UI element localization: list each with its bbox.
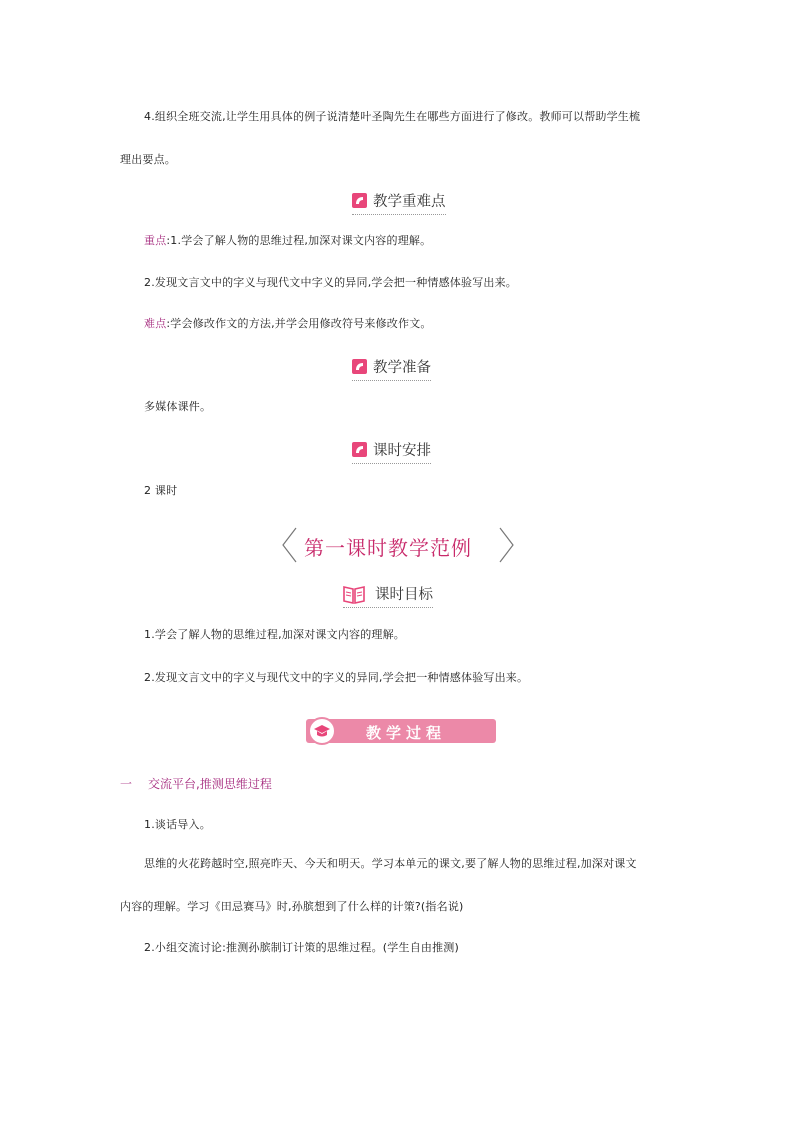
- teaching-process-banner: [298, 716, 496, 746]
- section-preparation-label: 教学准备: [373, 360, 431, 376]
- section-bookmark-icon: [352, 193, 367, 208]
- section-schedule: [352, 439, 431, 460]
- section-bookmark-icon: [352, 359, 367, 374]
- dotted-divider: [343, 607, 433, 608]
- difficult-point: [144, 317, 432, 331]
- section-bookmark-icon: [352, 442, 367, 457]
- key-point-2: 2.发现文言文中的字义与现代文中字义的异同,学会把一种情感体验写出来。: [144, 276, 517, 289]
- intro-paragraph: 思维的火花跨越时空,照亮昨天、今天和明天。学习本单元的课文,要了解人物的思维过程,加深对课文: [144, 857, 637, 870]
- heading-text: 交流平台,推测思维过程: [148, 777, 272, 791]
- section-difficulty: [352, 190, 446, 211]
- dotted-divider: [352, 380, 431, 381]
- banner-title: 教学过程: [366, 724, 447, 742]
- graduation-cap-icon: [308, 717, 336, 745]
- intro-paragraph-cont: 内容的理解。学习《田忌赛马》时,孙膑想到了什么样的计策?(指名说): [120, 900, 464, 913]
- dotted-divider: [352, 214, 446, 215]
- key-point-text: :1.学会了解人物的思维过程,加深对课文内容的理解。: [166, 234, 432, 247]
- preparation-text: 多媒体课件。: [144, 400, 212, 413]
- section-preparation: [352, 356, 431, 377]
- section-difficulty-label: 教学重难点: [373, 194, 446, 210]
- lesson-title-text: 第一课时教学范例: [304, 536, 472, 560]
- lesson-title: [280, 526, 516, 564]
- goal-1: 1.学会了解人物的思维过程,加深对课文内容的理解。: [144, 628, 405, 641]
- heading-number: 一: [120, 777, 133, 791]
- step-1: 1.谈话导入。: [144, 818, 211, 831]
- section-heading-1: [120, 775, 272, 792]
- paragraph-step4: 4.组织全班交流,让学生用具体的例子说清楚叶圣陶先生在哪些方面进行了修改。教师可以帮助学生梳: [144, 110, 641, 123]
- difficult-point-label: 难点: [144, 317, 167, 330]
- key-point: [144, 234, 431, 248]
- section-goals-label: 课时目标: [375, 587, 433, 603]
- difficult-point-text: :学会修改作文的方法,并学会用修改符号来修改作文。: [166, 317, 432, 330]
- schedule-text: 2 课时: [144, 484, 178, 497]
- dotted-divider: [352, 463, 431, 464]
- key-point-label: 重点: [144, 234, 167, 247]
- section-schedule-label: 课时安排: [373, 443, 431, 459]
- goal-2: 2.发现文言文中的字义与现代文中的字义的异同,学会把一种情感体验写出来。: [144, 671, 529, 684]
- open-book-icon: [343, 584, 365, 604]
- step-2: 2.小组交流讨论:推测孙膑制订计策的思维过程。(学生自由推测): [144, 941, 459, 954]
- section-goals: [343, 583, 433, 604]
- paragraph-step4-cont: 理出要点。: [120, 153, 176, 166]
